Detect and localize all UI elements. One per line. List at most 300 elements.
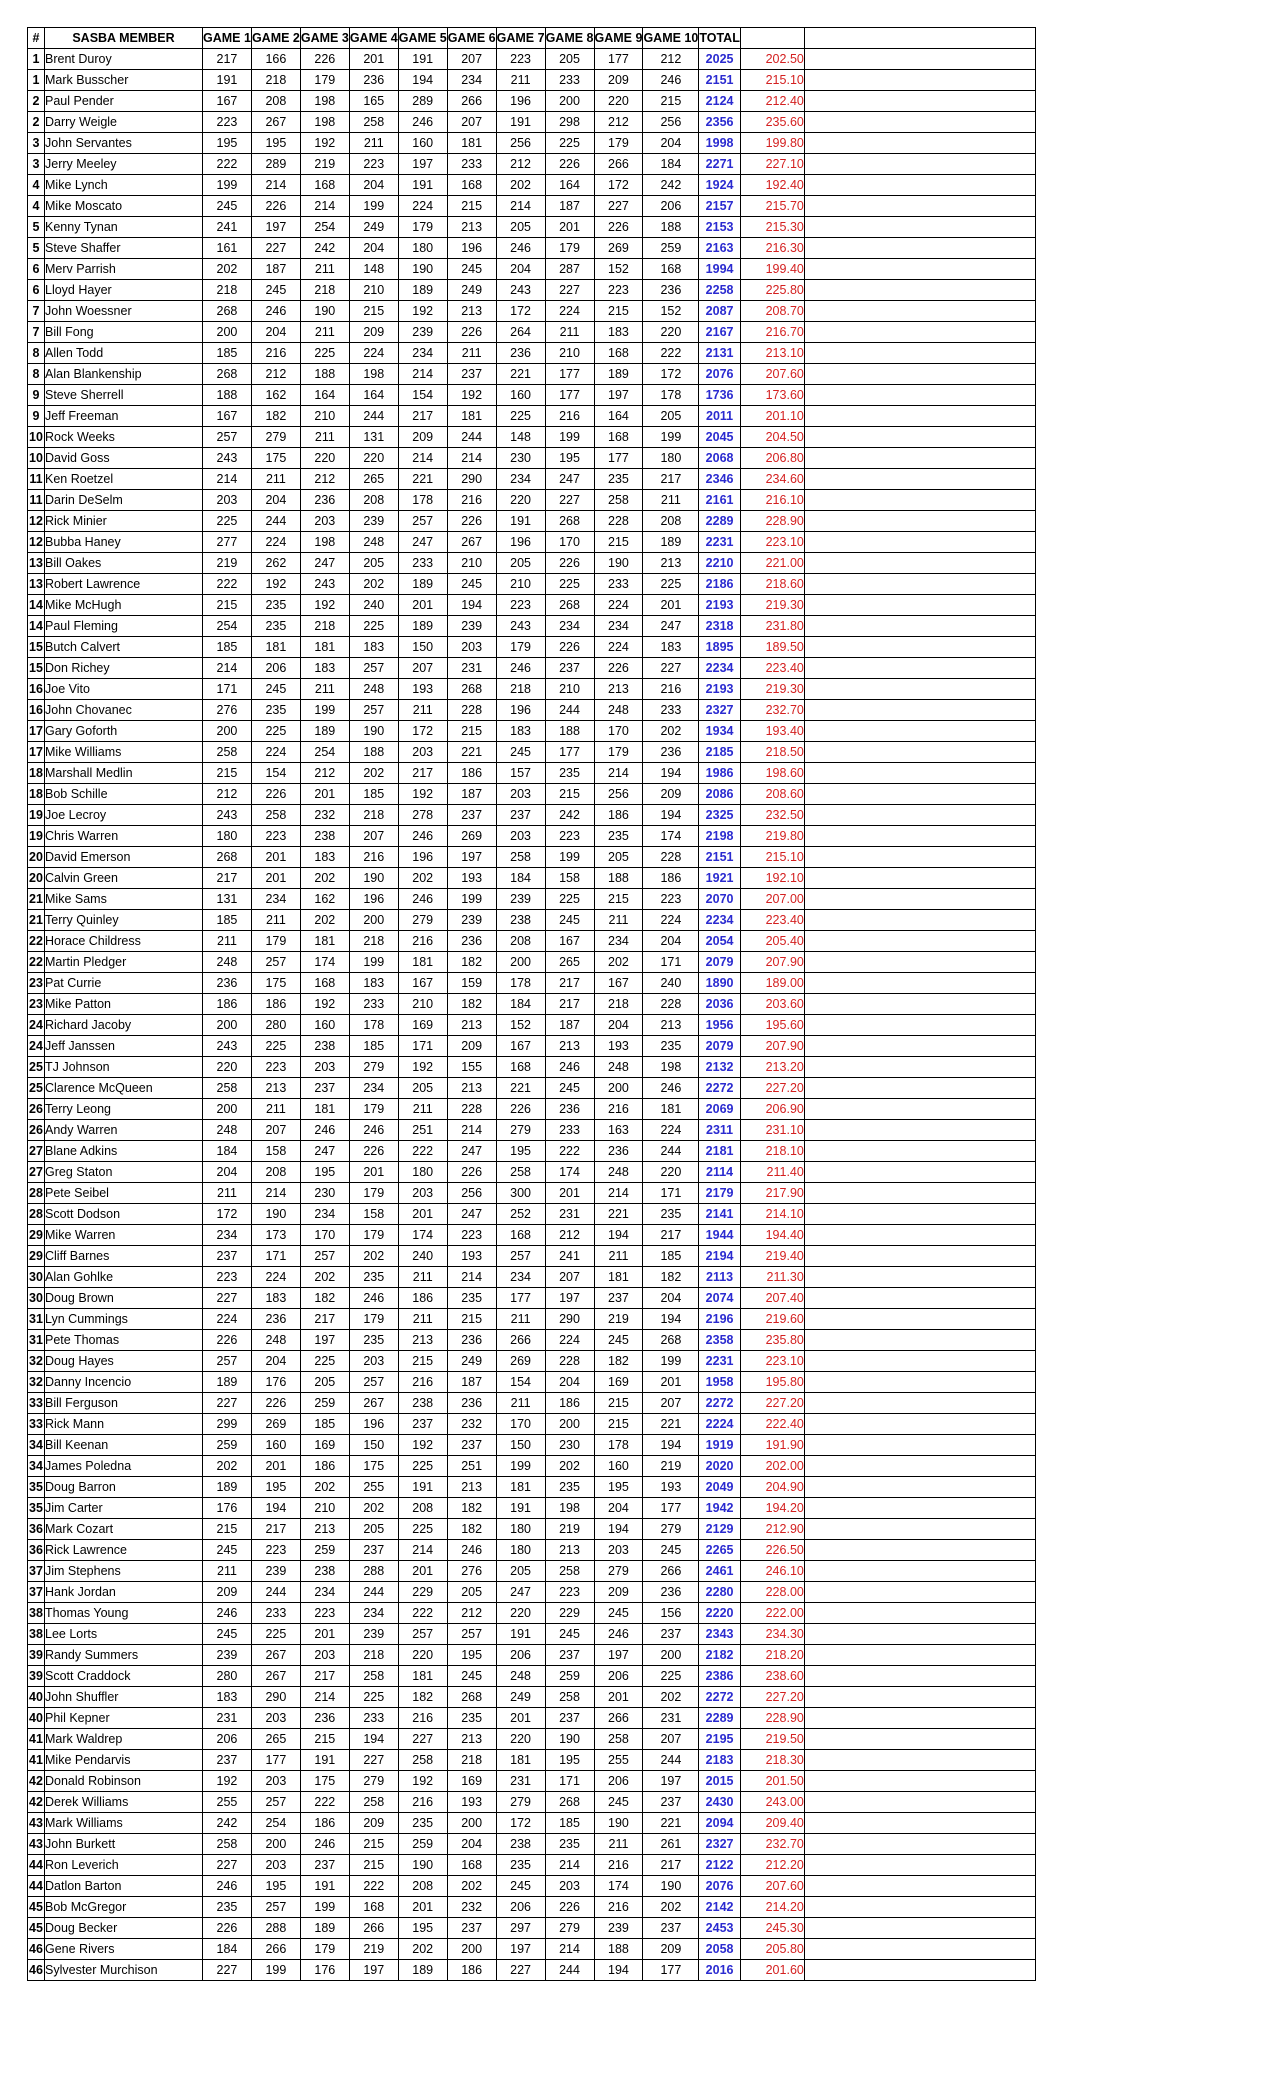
table-row	[28, 154, 1036, 175]
game-score-cell: 188	[643, 217, 699, 238]
game-score-cell: 178	[594, 1435, 643, 1456]
average-cell: 192.10	[740, 868, 804, 889]
game-score-cell: 211	[398, 1309, 447, 1330]
game-score-cell: 220	[203, 1057, 252, 1078]
empty-cell	[804, 112, 1035, 133]
game-score-cell: 200	[545, 91, 594, 112]
game-score-cell: 201	[300, 1624, 349, 1645]
empty-cell	[804, 1666, 1035, 1687]
average-cell: 199.40	[740, 259, 804, 280]
average-cell: 191.90	[740, 1435, 804, 1456]
game-score-cell: 234	[496, 1267, 545, 1288]
member-name-cell: Mark Williams	[45, 1813, 203, 1834]
game-score-cell: 236	[643, 742, 699, 763]
rank-cell: 28	[28, 1204, 45, 1225]
game-score-cell: 211	[545, 322, 594, 343]
table-row	[28, 448, 1036, 469]
game-score-cell: 178	[643, 385, 699, 406]
game-score-cell: 226	[496, 1099, 545, 1120]
rank-cell: 15	[28, 658, 45, 679]
game-score-cell: 200	[251, 1834, 300, 1855]
game-score-cell: 211	[447, 343, 496, 364]
game-score-cell: 206	[496, 1897, 545, 1918]
member-name-cell: Mike Moscato	[45, 196, 203, 217]
average-cell: 216.30	[740, 238, 804, 259]
average-cell: 232.70	[740, 1834, 804, 1855]
game-score-cell: 204	[496, 259, 545, 280]
rank-cell: 21	[28, 889, 45, 910]
total-cell: 2151	[699, 847, 741, 868]
game-score-cell: 209	[349, 1813, 398, 1834]
total-cell: 2220	[699, 1603, 741, 1624]
game-score-cell: 221	[594, 1204, 643, 1225]
member-name-cell: Greg Staton	[45, 1162, 203, 1183]
game-score-cell: 257	[349, 658, 398, 679]
game-score-cell: 179	[594, 133, 643, 154]
empty-cell	[804, 133, 1035, 154]
average-cell: 193.40	[740, 721, 804, 742]
game-score-cell: 178	[496, 973, 545, 994]
game-score-cell: 199	[496, 1456, 545, 1477]
rank-cell: 13	[28, 553, 45, 574]
empty-cell	[804, 280, 1035, 301]
empty-cell	[804, 595, 1035, 616]
empty-cell	[804, 889, 1035, 910]
table-row	[28, 595, 1036, 616]
game-score-cell: 204	[203, 1162, 252, 1183]
game-score-cell: 244	[251, 1582, 300, 1603]
rank-cell: 25	[28, 1078, 45, 1099]
game-score-cell: 211	[300, 679, 349, 700]
table-row	[28, 70, 1036, 91]
game-score-cell: 258	[496, 1162, 545, 1183]
game-score-cell: 238	[300, 1561, 349, 1582]
game-score-cell: 171	[643, 1183, 699, 1204]
game-score-cell: 199	[300, 1897, 349, 1918]
member-name-cell: Terry Quinley	[45, 910, 203, 931]
member-name-cell: Hank Jordan	[45, 1582, 203, 1603]
game-score-cell: 199	[300, 700, 349, 721]
game-score-cell: 233	[643, 700, 699, 721]
member-name-cell: Merv Parrish	[45, 259, 203, 280]
game-score-cell: 225	[251, 721, 300, 742]
table-row	[28, 175, 1036, 196]
column-header: GAME 1	[203, 28, 252, 49]
game-score-cell: 222	[398, 1141, 447, 1162]
game-score-cell: 181	[447, 133, 496, 154]
total-cell: 2086	[699, 784, 741, 805]
game-score-cell: 256	[447, 1183, 496, 1204]
game-score-cell: 167	[496, 1036, 545, 1057]
game-score-cell: 226	[545, 154, 594, 175]
average-cell: 207.90	[740, 1036, 804, 1057]
game-score-cell: 224	[545, 301, 594, 322]
game-score-cell: 213	[545, 1540, 594, 1561]
game-score-cell: 235	[594, 469, 643, 490]
rank-cell: 17	[28, 721, 45, 742]
rank-cell: 12	[28, 511, 45, 532]
game-score-cell: 236	[251, 1309, 300, 1330]
game-score-cell: 226	[447, 1162, 496, 1183]
member-name-cell: Rick Minier	[45, 511, 203, 532]
game-score-cell: 214	[447, 1267, 496, 1288]
game-score-cell: 258	[545, 1687, 594, 1708]
game-score-cell: 202	[203, 259, 252, 280]
member-name-cell: David Emerson	[45, 847, 203, 868]
game-score-cell: 208	[251, 1162, 300, 1183]
game-score-cell: 236	[594, 1141, 643, 1162]
member-name-cell: Rick Mann	[45, 1414, 203, 1435]
game-score-cell: 224	[349, 343, 398, 364]
game-score-cell: 223	[496, 595, 545, 616]
game-score-cell: 214	[398, 448, 447, 469]
rank-cell: 36	[28, 1540, 45, 1561]
table-row	[28, 1855, 1036, 1876]
game-score-cell: 247	[643, 616, 699, 637]
average-cell: 208.60	[740, 784, 804, 805]
average-cell: 215.10	[740, 847, 804, 868]
member-name-cell: Terry Leong	[45, 1099, 203, 1120]
game-score-cell: 216	[398, 931, 447, 952]
game-score-cell: 184	[496, 868, 545, 889]
game-score-cell: 265	[349, 469, 398, 490]
table-row	[28, 511, 1036, 532]
game-score-cell: 228	[447, 1099, 496, 1120]
game-score-cell: 194	[398, 70, 447, 91]
game-score-cell: 217	[203, 868, 252, 889]
game-score-cell: 218	[203, 280, 252, 301]
game-score-cell: 215	[349, 1834, 398, 1855]
average-cell: 218.20	[740, 1645, 804, 1666]
game-score-cell: 224	[251, 532, 300, 553]
game-score-cell: 240	[349, 595, 398, 616]
game-score-cell: 223	[251, 1540, 300, 1561]
game-score-cell: 254	[203, 616, 252, 637]
game-score-cell: 191	[496, 1498, 545, 1519]
game-score-cell: 225	[643, 574, 699, 595]
game-score-cell: 204	[545, 1372, 594, 1393]
game-score-cell: 209	[594, 1582, 643, 1603]
game-score-cell: 243	[203, 805, 252, 826]
game-score-cell: 209	[643, 1939, 699, 1960]
member-name-cell: Darin DeSelm	[45, 490, 203, 511]
game-score-cell: 158	[251, 1141, 300, 1162]
empty-cell	[804, 700, 1035, 721]
rank-cell: 15	[28, 637, 45, 658]
average-cell: 207.60	[740, 364, 804, 385]
game-score-cell: 226	[251, 784, 300, 805]
game-score-cell: 182	[594, 1351, 643, 1372]
table-row	[28, 616, 1036, 637]
game-score-cell: 211	[251, 1099, 300, 1120]
table-row	[28, 1561, 1036, 1582]
game-score-cell: 233	[349, 1708, 398, 1729]
empty-cell	[804, 259, 1035, 280]
game-score-cell: 244	[545, 700, 594, 721]
game-score-cell: 159	[447, 973, 496, 994]
game-score-cell: 227	[203, 1393, 252, 1414]
game-score-cell: 213	[447, 1015, 496, 1036]
game-score-cell: 193	[594, 1036, 643, 1057]
game-score-cell: 211	[203, 931, 252, 952]
game-score-cell: 206	[594, 1666, 643, 1687]
game-score-cell: 193	[447, 1792, 496, 1813]
game-score-cell: 257	[251, 1897, 300, 1918]
game-score-cell: 230	[545, 1435, 594, 1456]
game-score-cell: 208	[496, 931, 545, 952]
game-score-cell: 221	[447, 742, 496, 763]
game-score-cell: 268	[545, 511, 594, 532]
game-score-cell: 202	[594, 952, 643, 973]
game-score-cell: 185	[643, 1246, 699, 1267]
game-score-cell: 189	[398, 280, 447, 301]
game-score-cell: 204	[349, 175, 398, 196]
game-score-cell: 214	[398, 1540, 447, 1561]
member-name-cell: Jerry Meeley	[45, 154, 203, 175]
member-name-cell: Butch Calvert	[45, 637, 203, 658]
game-score-cell: 205	[496, 553, 545, 574]
game-score-cell: 192	[251, 574, 300, 595]
game-score-cell: 199	[251, 1960, 300, 1981]
rank-cell: 26	[28, 1120, 45, 1141]
game-score-cell: 213	[447, 1078, 496, 1099]
table-row	[28, 1498, 1036, 1519]
game-score-cell: 160	[594, 1456, 643, 1477]
average-cell: 219.80	[740, 826, 804, 847]
member-name-cell: Pete Thomas	[45, 1330, 203, 1351]
game-score-cell: 188	[349, 742, 398, 763]
game-score-cell: 234	[447, 70, 496, 91]
game-score-cell: 190	[594, 553, 643, 574]
game-score-cell: 175	[251, 448, 300, 469]
empty-cell	[804, 511, 1035, 532]
table-body	[28, 49, 1036, 1981]
rank-cell: 11	[28, 469, 45, 490]
empty-cell	[804, 301, 1035, 322]
table-row	[28, 385, 1036, 406]
game-score-cell: 202	[349, 1246, 398, 1267]
total-cell: 1944	[699, 1225, 741, 1246]
game-score-cell: 168	[594, 343, 643, 364]
game-score-cell: 235	[251, 595, 300, 616]
game-score-cell: 214	[398, 364, 447, 385]
empty-cell	[804, 532, 1035, 553]
empty-cell	[804, 952, 1035, 973]
game-score-cell: 230	[496, 448, 545, 469]
game-score-cell: 218	[300, 616, 349, 637]
table-row	[28, 343, 1036, 364]
game-score-cell: 202	[300, 1477, 349, 1498]
game-score-cell: 192	[398, 1771, 447, 1792]
game-score-cell: 236	[203, 973, 252, 994]
member-name-cell: John Chovanec	[45, 700, 203, 721]
table-row	[28, 658, 1036, 679]
game-score-cell: 225	[398, 1519, 447, 1540]
average-cell: 194.40	[740, 1225, 804, 1246]
game-score-cell: 131	[349, 427, 398, 448]
game-score-cell: 245	[594, 1330, 643, 1351]
game-score-cell: 225	[398, 1456, 447, 1477]
game-score-cell: 231	[203, 1708, 252, 1729]
game-score-cell: 237	[545, 1645, 594, 1666]
member-name-cell: David Goss	[45, 448, 203, 469]
rank-cell: 42	[28, 1792, 45, 1813]
game-score-cell: 227	[398, 1729, 447, 1750]
game-score-cell: 203	[496, 784, 545, 805]
member-name-cell: Mark Cozart	[45, 1519, 203, 1540]
table-row	[28, 1351, 1036, 1372]
game-score-cell: 189	[398, 1960, 447, 1981]
game-score-cell: 158	[349, 1204, 398, 1225]
game-score-cell: 161	[203, 238, 252, 259]
game-score-cell: 258	[349, 112, 398, 133]
game-score-cell: 207	[643, 1393, 699, 1414]
game-score-cell: 210	[398, 994, 447, 1015]
game-score-cell: 193	[398, 679, 447, 700]
game-score-cell: 185	[545, 1813, 594, 1834]
game-score-cell: 236	[300, 1708, 349, 1729]
average-cell: 206.80	[740, 448, 804, 469]
total-cell: 1934	[699, 721, 741, 742]
table-row	[28, 763, 1036, 784]
game-score-cell: 183	[496, 721, 545, 742]
game-score-cell: 186	[300, 1456, 349, 1477]
empty-cell	[804, 1897, 1035, 1918]
table-row	[28, 490, 1036, 511]
rank-cell: 42	[28, 1771, 45, 1792]
game-score-cell: 257	[398, 511, 447, 532]
empty-cell	[804, 1603, 1035, 1624]
game-score-cell: 160	[251, 1435, 300, 1456]
game-score-cell: 218	[447, 1750, 496, 1771]
total-cell: 2265	[699, 1540, 741, 1561]
game-score-cell: 243	[203, 448, 252, 469]
game-score-cell: 203	[251, 1708, 300, 1729]
game-score-cell: 201	[349, 1162, 398, 1183]
rank-cell: 33	[28, 1414, 45, 1435]
game-score-cell: 234	[203, 1225, 252, 1246]
table-row	[28, 679, 1036, 700]
average-cell: 225.80	[740, 280, 804, 301]
table-row	[28, 1645, 1036, 1666]
member-name-cell: John Servantes	[45, 133, 203, 154]
game-score-cell: 213	[300, 1519, 349, 1540]
average-cell: 234.30	[740, 1624, 804, 1645]
average-cell: 206.90	[740, 1099, 804, 1120]
rank-cell: 45	[28, 1897, 45, 1918]
game-score-cell: 172	[203, 1204, 252, 1225]
game-score-cell: 198	[300, 91, 349, 112]
total-cell: 1921	[699, 868, 741, 889]
empty-cell	[804, 1057, 1035, 1078]
game-score-cell: 171	[398, 1036, 447, 1057]
game-score-cell: 280	[203, 1666, 252, 1687]
game-score-cell: 239	[251, 1561, 300, 1582]
game-score-cell: 207	[643, 1729, 699, 1750]
game-score-cell: 196	[349, 889, 398, 910]
table-row	[28, 1687, 1036, 1708]
game-score-cell: 246	[203, 1603, 252, 1624]
game-score-cell: 279	[643, 1519, 699, 1540]
game-score-cell: 209	[643, 784, 699, 805]
table-row	[28, 910, 1036, 931]
game-score-cell: 188	[594, 1939, 643, 1960]
member-name-cell: Richard Jacoby	[45, 1015, 203, 1036]
average-cell: 205.80	[740, 1939, 804, 1960]
table-row	[28, 1435, 1036, 1456]
empty-cell	[804, 1309, 1035, 1330]
game-score-cell: 234	[594, 616, 643, 637]
game-score-cell: 169	[447, 1771, 496, 1792]
game-score-cell: 223	[545, 826, 594, 847]
game-score-cell: 221	[643, 1813, 699, 1834]
game-score-cell: 246	[398, 112, 447, 133]
game-score-cell: 177	[545, 742, 594, 763]
game-score-cell: 214	[251, 175, 300, 196]
rank-cell: 8	[28, 343, 45, 364]
game-score-cell: 279	[496, 1792, 545, 1813]
game-score-cell: 196	[496, 91, 545, 112]
average-cell: 227.20	[740, 1078, 804, 1099]
game-score-cell: 170	[545, 532, 594, 553]
table-row	[28, 1120, 1036, 1141]
game-score-cell: 234	[594, 931, 643, 952]
game-score-cell: 258	[251, 805, 300, 826]
game-score-cell: 257	[251, 1792, 300, 1813]
total-cell: 2058	[699, 1939, 741, 1960]
total-cell: 2272	[699, 1393, 741, 1414]
game-score-cell: 225	[300, 1351, 349, 1372]
average-cell: 195.60	[740, 1015, 804, 1036]
member-name-cell: Lyn Cummings	[45, 1309, 203, 1330]
game-score-cell: 203	[251, 1771, 300, 1792]
total-cell: 2124	[699, 91, 741, 112]
table-row	[28, 868, 1036, 889]
game-score-cell: 205	[349, 1519, 398, 1540]
game-score-cell: 244	[643, 1750, 699, 1771]
total-cell: 1994	[699, 259, 741, 280]
total-cell: 2318	[699, 616, 741, 637]
game-score-cell: 290	[447, 469, 496, 490]
game-score-cell: 212	[594, 112, 643, 133]
member-name-cell: Paul Pender	[45, 91, 203, 112]
game-score-cell: 202	[300, 910, 349, 931]
game-score-cell: 202	[349, 1498, 398, 1519]
total-cell: 2289	[699, 1708, 741, 1729]
member-name-cell: Donald Robinson	[45, 1771, 203, 1792]
game-score-cell: 152	[594, 259, 643, 280]
empty-cell	[804, 448, 1035, 469]
game-score-cell: 220	[398, 1645, 447, 1666]
total-cell: 2179	[699, 1183, 741, 1204]
game-score-cell: 239	[349, 1624, 398, 1645]
game-score-cell: 171	[203, 679, 252, 700]
game-score-cell: 181	[398, 952, 447, 973]
game-score-cell: 258	[496, 847, 545, 868]
game-score-cell: 208	[643, 511, 699, 532]
average-cell: 218.30	[740, 1750, 804, 1771]
game-score-cell: 181	[594, 1267, 643, 1288]
game-score-cell: 217	[203, 49, 252, 70]
average-cell: 216.10	[740, 490, 804, 511]
game-score-cell: 195	[594, 1477, 643, 1498]
game-score-cell: 189	[643, 532, 699, 553]
column-header: GAME 7	[496, 28, 545, 49]
game-score-cell: 216	[398, 1792, 447, 1813]
game-score-cell: 209	[447, 1036, 496, 1057]
game-score-cell: 184	[203, 1141, 252, 1162]
member-name-cell: Pete Seibel	[45, 1183, 203, 1204]
